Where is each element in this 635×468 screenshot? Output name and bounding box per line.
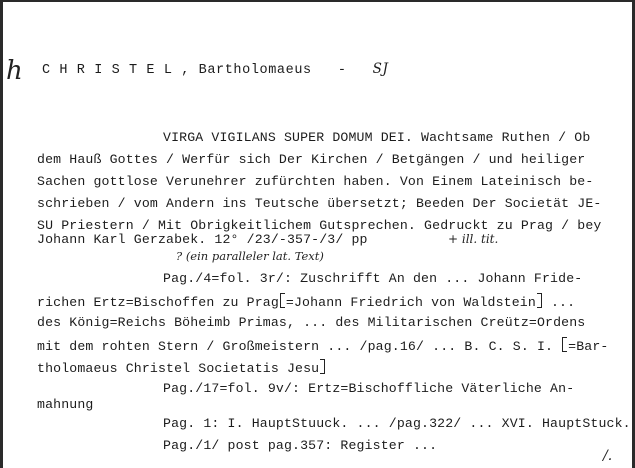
content-line-5 [37,359,326,377]
title-line-5: SU Priestern / Mit Obrigkeitlichem Gutsprechen. Gedruckt zu Prag / bey [37,218,602,233]
note-parallel-text: ? (ein paralleler lat. Text) [176,249,324,263]
open-bracket-2 [562,337,567,352]
open-bracket [280,293,285,308]
close-bracket-2 [320,359,325,374]
title-line-4: schrieben / vom Andern ins Teutsche übersetzt; Beeden Der Societät JE- [37,196,602,211]
bracket-insert: =Johann Friedrich von Waldstein [285,295,536,310]
author-heading [42,61,389,79]
content-line-5-text: tholomaeus Christel Societatis Jesu [37,361,320,376]
ellipsis: ... [542,295,576,310]
heading-dash: - [337,63,347,78]
content-line-1: Pag./4=fol. 3r/: Zuschrifft An den ... Johann Fride- [163,271,583,286]
content-line-3: des König=Reichs Böheimb Primas, ... des Militarischen Creütz=Ordens [37,315,586,330]
title-line-2: dem Hauß Gottes / Werfür sich Der Kirchen / Betgängen / und heiliger [37,152,586,167]
author-name: C H R I S T E L , Bartholomaeus [42,63,312,78]
corner-mark: /. [603,448,613,464]
handwritten-mark: h [6,56,23,86]
title-line-1: VIRGA VIGILANS SUPER DOMUM DEI. Wachtsame Ruthen / Ob [163,130,591,145]
content-line-4 [37,337,609,355]
content-line-8: Pag. 1: I. HauptStuuck. ... /pag.322/ ... XVI. HauptStuck. [163,416,631,431]
close-bracket [537,293,542,308]
content-line-6: Pag./17=fol. 9v/: Ertz=Bischoffliche Väterliche An- [163,381,575,396]
content-line-2 [37,293,575,311]
content-line-9: Pag./1/ post pag.357: Register ... [163,438,438,453]
content-line-7: mahnung [37,397,94,412]
note-illustration: + ill. tit. [448,232,499,246]
bracket-insert-2: =Bar- [568,339,609,354]
order-abbrev: SJ [372,61,389,77]
content-line-2-text: richen Ertz=Bischoffen zu Prag [37,295,279,310]
imprint-line: Johann Karl Gerzabek. 12° /23/-357-/3/ pp [37,232,368,247]
content-line-4-text: mit dem rohten Stern / Großmeistern ... /pag.16/ ... B. C. S. I. [37,339,554,354]
title-line-3: Sachen gottlose Verunehrer zufürchten haben. Von Einem Lateinisch be- [37,174,594,189]
